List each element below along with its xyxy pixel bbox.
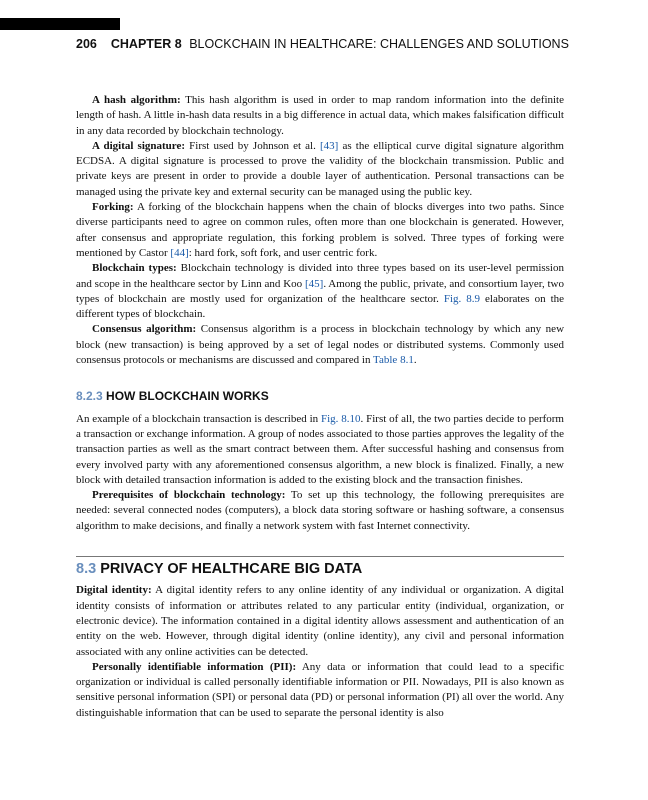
term: Consensus algorithm: [92, 323, 197, 336]
term: Personally identifiable information (PII): [92, 660, 297, 673]
header-bar [0, 18, 120, 30]
term: Digital identity: [76, 584, 152, 597]
section-title: PRIVACY OF HEALTHCARE BIG DATA [100, 561, 363, 578]
reference-link[interactable]: [45] [304, 277, 324, 290]
paragraph-transaction-example: An example of a blockchain transaction is described in Fig. 8.10. First of all, the two parties decide to perform a transaction or exchange information. A group of nodes associated to those parties approves the legality of the transaction parties as well as the smart contract between them. After successful hashing and consensus from every involved party with any aforementioned consensus algorithm, a new block is finalized. Finally, a new block with detailed transaction information is added to the existing block and the transaction finishes. [76, 412, 564, 486]
paragraph-blockchain-types: Blockchain types: Blockchain technology is divided into three types based on its user-level permission and scope in the healthcare sector by Linn and Koo [45]. Among the public, private, and consortium layer, two types of blockchain are mostly used for organization of the healthcare sector. Fig. 8.9 elaborates on the different types of blockchain. [76, 262, 565, 321]
table-link[interactable]: Table 8.1 [373, 354, 414, 367]
paragraph-hash-algorithm: A hash algorithm: This hash algorithm is used in order to map random information into the definite length of hash. A little in-hash data results in a big difference in actual data, which makes falsification difficult in any data recorded by blockchain technology. [76, 94, 564, 137]
reference-link[interactable]: [43] [320, 139, 339, 152]
subsection-heading [76, 389, 564, 404]
term: Blockchain types: [92, 262, 177, 275]
chapter-title: BLOCKCHAIN IN HEALTHCARE: CHALLENGES AND SOLUTIONS [189, 37, 569, 51]
term: Forking: [92, 201, 134, 214]
page-number: 206 [76, 37, 97, 51]
term: Prerequisites of blockchain technology: [92, 489, 286, 502]
paragraph-pii: Personally identifiable information (PII): Any data or information that could lead to a specific organization or individual is called personally identifiable information or PII. Nowadays, PII is also known as sensitive personal information (SPI) or personal data (PD) or personal information (PI) all over the world. Any distinguishable information that can be used to separate the personal identity is also [76, 660, 564, 719]
paragraph-prerequisites: Prerequisites of blockchain technology: To set up this technology, the following prerequisites are needed: several connected nodes (computers), a block data storing software or hashing software, a consensus algorithm to make decisions, and finally a network system with fast Internet connectivity. [76, 489, 565, 532]
chapter-label: CHAPTER 8 [110, 37, 182, 51]
reference-link[interactable]: [44] [170, 246, 189, 259]
running-header [76, 37, 576, 51]
term: A hash algorithm: [92, 94, 181, 106]
subsection-number: 8.2.3 [76, 389, 103, 404]
page-body [76, 93, 564, 721]
paragraph-digital-identity: Digital identity: A digital identity refers to any online identity of any individual or organization. A digital identity consists of information or attributes related to any particular entity (individual, organization, or electronic device). The information contained in a digital identity allows assessment and authentication of an entity on the web. However, through digital identity (online identity), any civil and personal information associated with any online activities can be detected. [76, 584, 564, 658]
figure-link[interactable]: Fig. 8.10 [321, 412, 361, 425]
paragraph-digital-signature: A digital signature: First used by Johnson et al. [43] as the elliptical curve digital signature algorithm ECDSA. A digital signature is processed to prove the validity of the blockchain transmission. Public and private keys are present in order to provide a double layer of authentication. Personal transactions can be managed using the private key and external security can be managed using the public key. [76, 139, 564, 198]
section-divider [76, 556, 564, 557]
paragraph-consensus-algorithm: Consensus algorithm: Consensus algorithm is a process in blockchain technology by which any new block (new transaction) is being approved by a set of legal nodes or distributed systems. Commonly used consensus protocols or mechanisms are discussed and compared in Table 8.1. [76, 323, 565, 367]
subsection-title: HOW BLOCKCHAIN WORKS [106, 389, 269, 404]
term: A digital signature: [92, 139, 186, 152]
section-heading [76, 562, 564, 577]
paragraph-forking: Forking: A forking of the blockchain happens when the chain of blocks diverges into two paths. Since diverse participants need to agree on common rules, often more than one blockchain is generated. However, after consensus and appropriate regulation, this forking problem is solved. Three types of forking were mentioned by Castor [44]: hard fork, soft fork, and user centric fork. [76, 201, 564, 259]
section-number: 8.3 [76, 561, 97, 578]
figure-link[interactable]: Fig. 8.9 [443, 292, 481, 305]
